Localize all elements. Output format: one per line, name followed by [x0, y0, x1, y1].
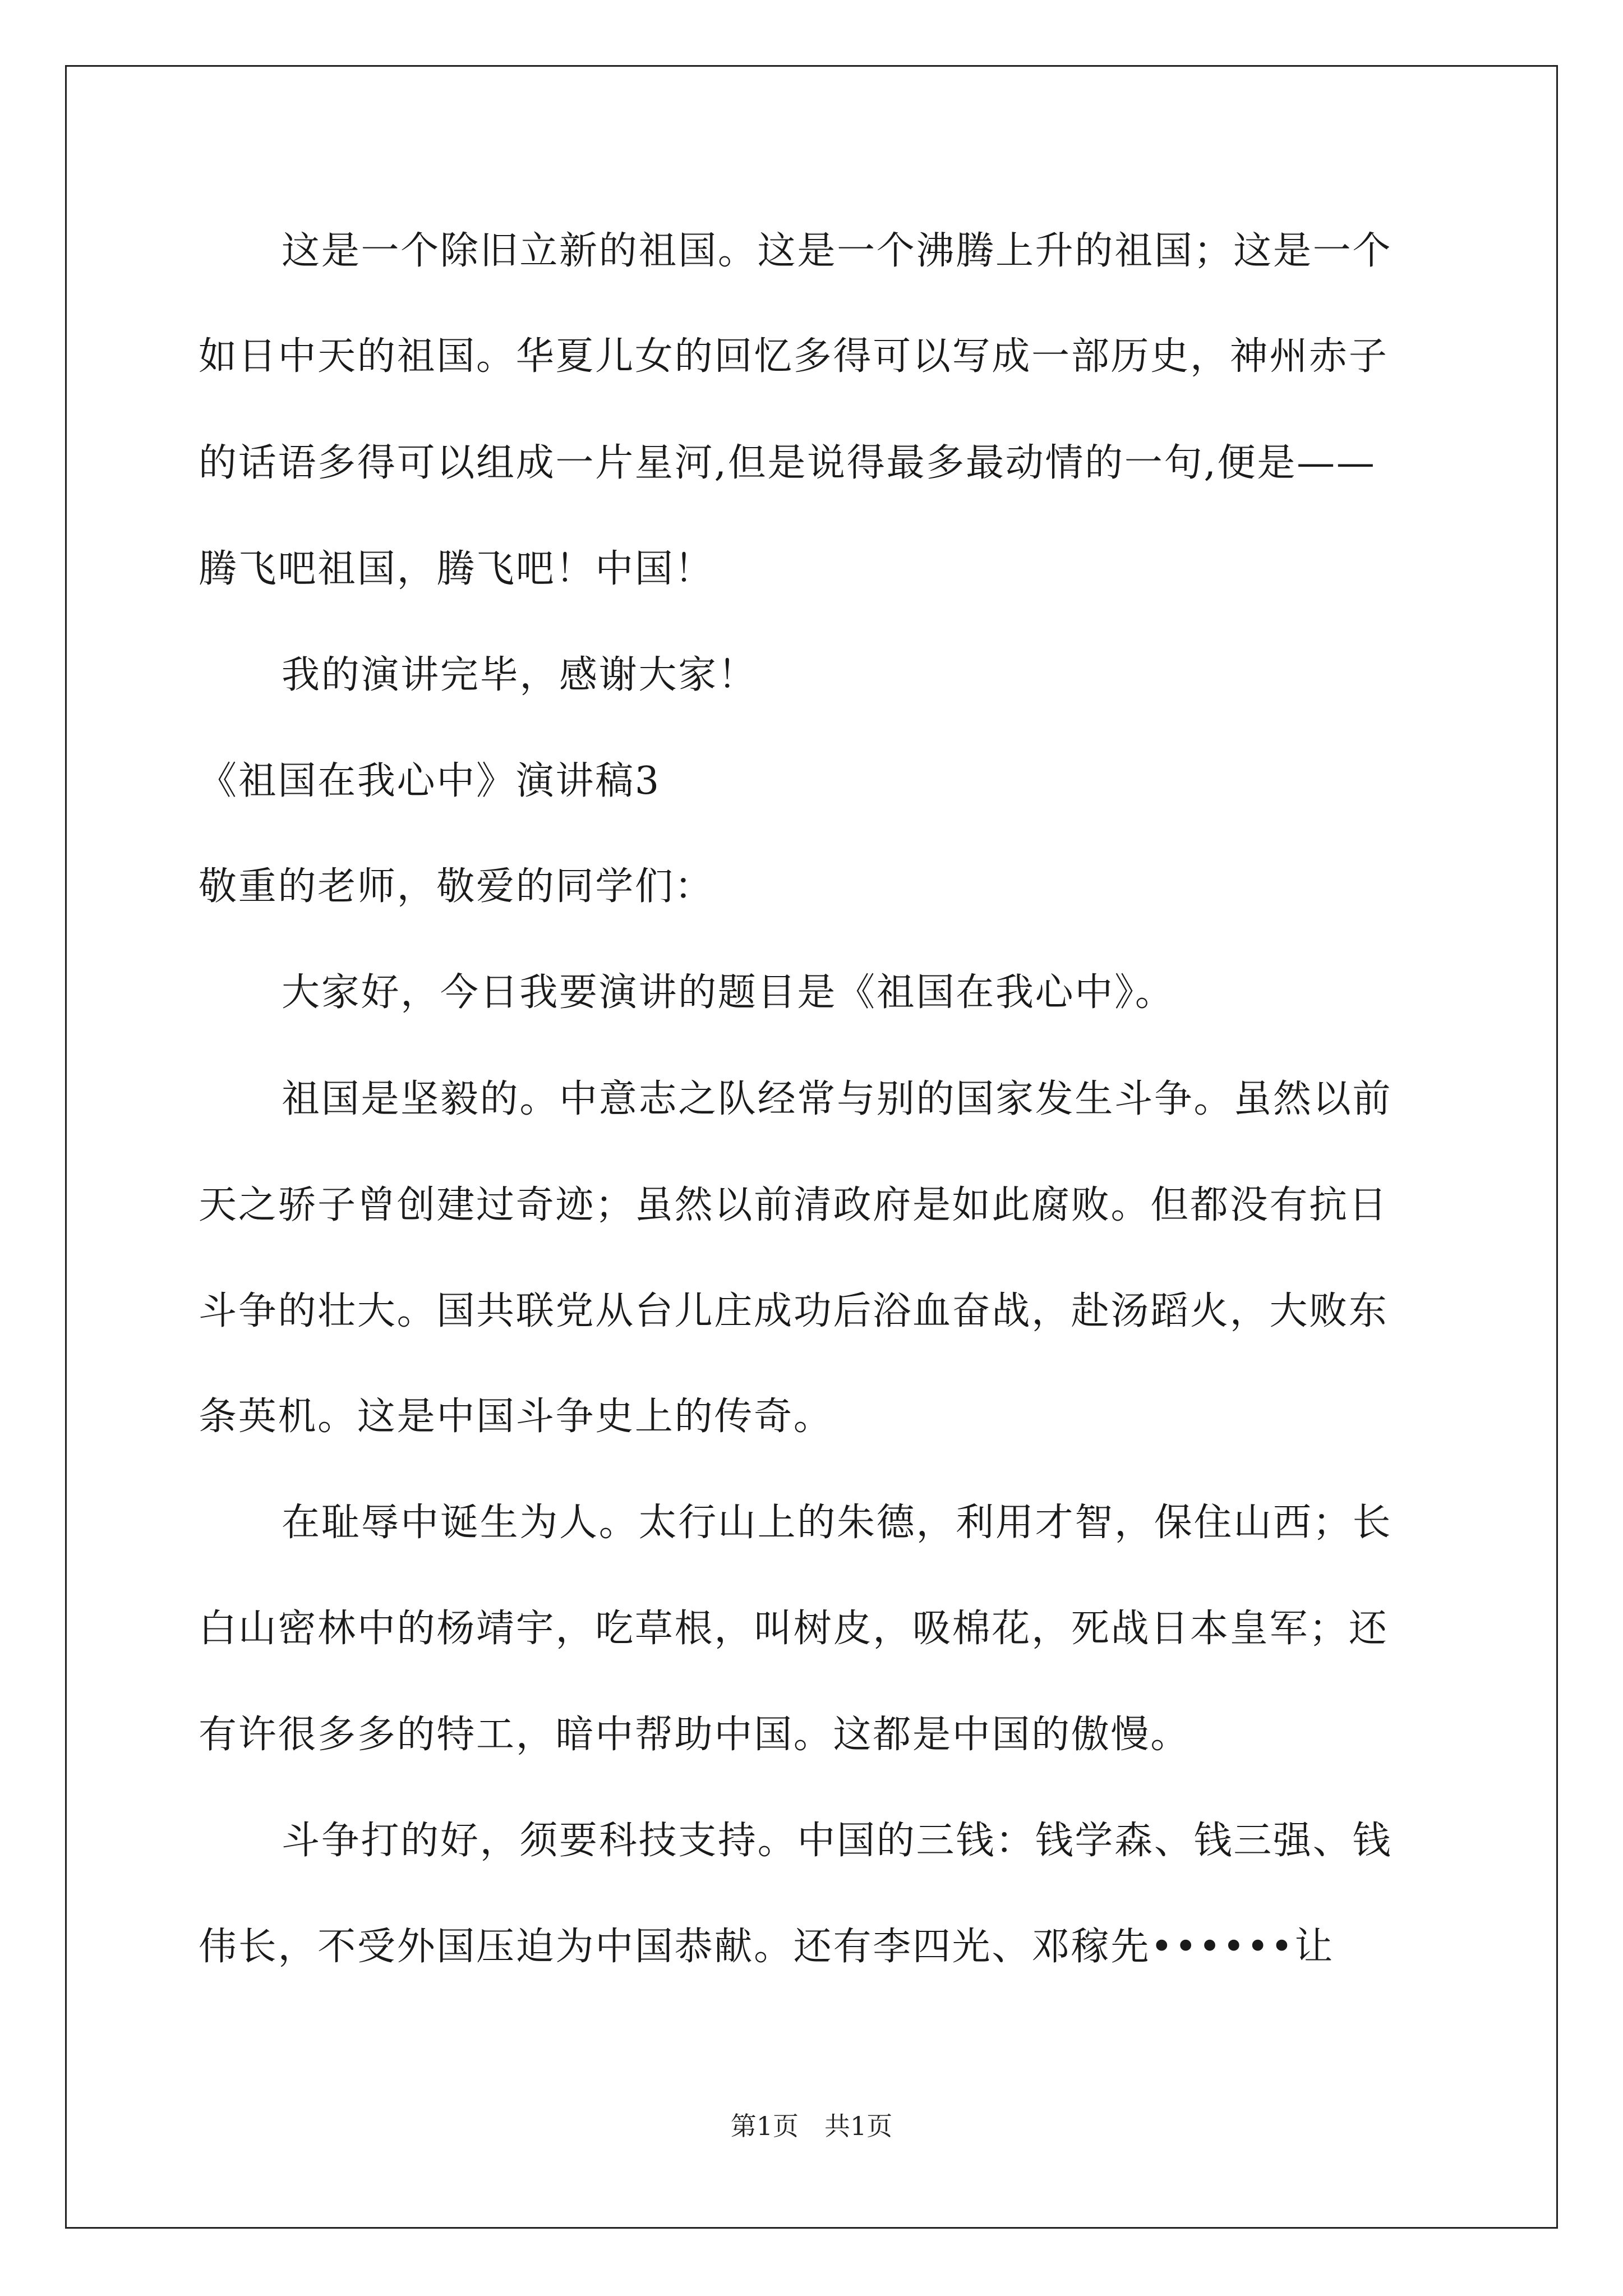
- paragraph-line: 腾飞吧祖国，腾飞吧！中国！: [199, 547, 714, 591]
- page-total: 共1页: [824, 2111, 893, 2141]
- page-number: 第1页: [730, 2111, 799, 2141]
- salutation: 敬重的老师，敬爱的同学们：: [199, 864, 714, 909]
- paragraph-line: 这是一个除旧立新的祖国。这是一个沸腾上升的祖国；这是一个: [282, 229, 1393, 273]
- section-title: 《祖国在我心中》演讲稿3: [199, 759, 661, 803]
- paragraph-line: 在耻辱中诞生为人。太行山上的朱德，利用才智，保住山西；长: [282, 1501, 1393, 1545]
- paragraph-line: 天之骄子曾创建过奇迹；虽然以前清政府是如此腐败。但都没有抗日: [199, 1183, 1389, 1227]
- paragraph-line: 我的演讲完毕，感谢大家！: [282, 653, 758, 697]
- paragraph-line: 白山密林中的杨靖宇，吃草根，叫树皮，吸棉花，死战日本皇军；还: [199, 1607, 1389, 1651]
- paragraph-line: 如日中天的祖国。华夏儿女的回忆多得可以写成一部历史，神州赤子: [199, 334, 1389, 379]
- paragraph-line: 条英机。这是中国斗争史上的传奇。: [199, 1395, 833, 1439]
- paragraph-line: 祖国是坚毅的。中意志之队经常与别的国家发生斗争。虽然以前: [282, 1077, 1393, 1121]
- paragraph-line: 大家好，今日我要演讲的题目是《祖国在我心中》。: [282, 970, 1175, 1015]
- paragraph-line: 有许很多多的特工，暗中帮助中国。这都是中国的傲慢。: [199, 1713, 1191, 1757]
- paragraph-line: 伟长，不受外国压迫为中国恭献。还有李四光、邓稼先••••••让: [199, 1925, 1334, 1969]
- paragraph-line: 斗争打的好，须要科技支持。中国的三钱：钱学森、钱三强、钱: [282, 1819, 1393, 1863]
- paragraph-line: 斗争的壮大。国共联党从台儿庄成功后浴血奋战，赴汤蹈火，大败东: [199, 1289, 1389, 1333]
- paragraph-line: 的话语多得可以组成一片星河,但是说得最多最动情的一句,便是——: [199, 441, 1376, 485]
- page-footer: [0, 2109, 1623, 2143]
- page-border: [65, 65, 1558, 2229]
